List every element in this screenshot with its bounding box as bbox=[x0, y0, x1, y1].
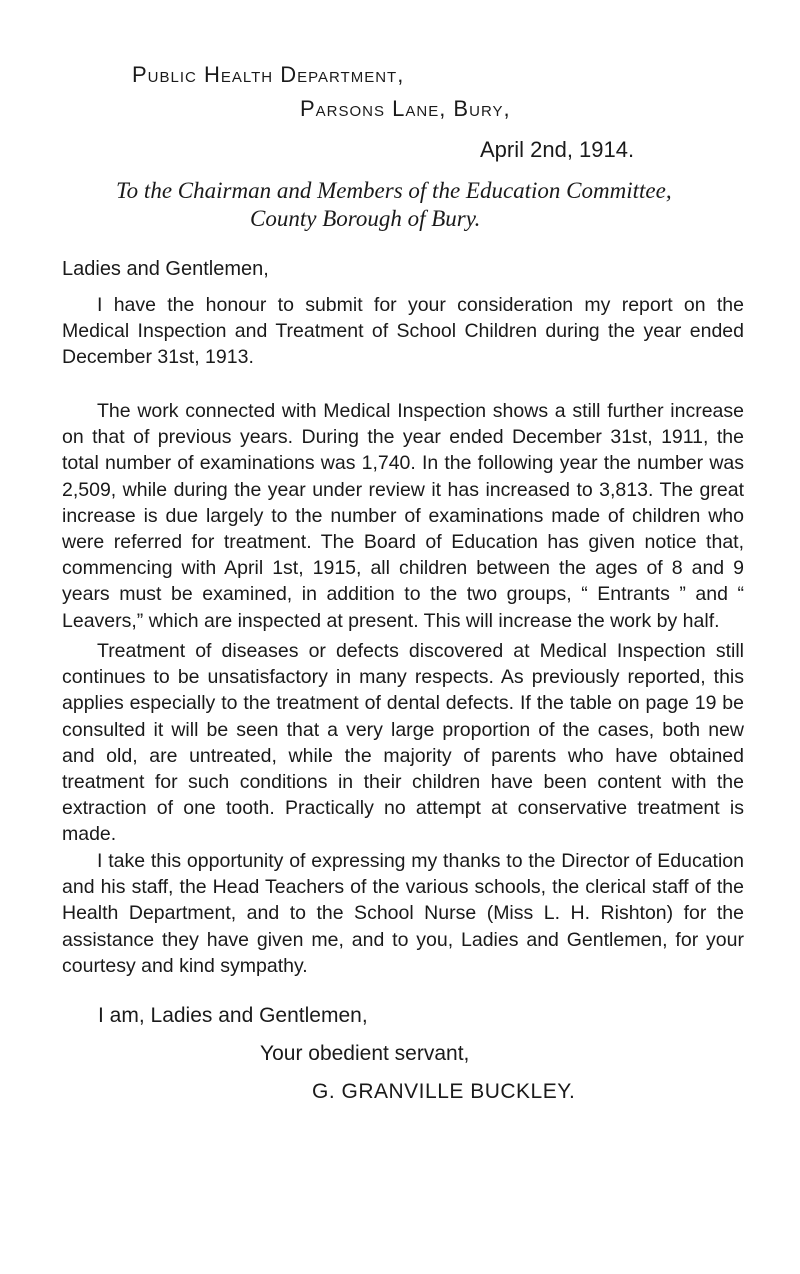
valediction: Your obedient servant, bbox=[260, 1042, 470, 1065]
paragraph-treatment: Treatment of diseases or defects discovered at Medical Inspection still continues to be unsatisfactory in many respects. As previously reported, this applies especially to the treatment of dental defects. If the table on page 19 be consulted it will be seen that a very large proportion of the cases, both new and old, are untreated, while the majority of parents who have obtained treatment for such conditions in their children have been content with the extraction of one tooth. Practically no attempt at conservative treatment is made. bbox=[62, 640, 744, 846]
signature: G. GRANVILLE BUCKLEY. bbox=[312, 1080, 576, 1103]
paragraph-report-intro: I have the honour to submit for your consideration my report on the Medical Inspection and Treatment of School Children during the year ended December 31st, 1913. bbox=[62, 294, 744, 369]
department-heading: Public Health Department, bbox=[132, 62, 405, 87]
paragraph-inspection-work: The work connected with Medical Inspection shows a still further increase on that of previous years. During the year ended December 31st, 1911, the total number of examinations was 1,740. In the following year the number was 2,509, while during the year under review it has increased to 3,813. The great increase is due largely to the number of examinations made of children who were referred for treatment. The Board of Education has given notice that, commencing with April 1st, 1915, all children between the ages of 8 and 9 years must be examined, in addition to the two groups, “ Entrants ” and “ Leavers,” which are inspected at present. This will increase the work by half. bbox=[62, 400, 744, 632]
addressee-line-1: To the Chairman and Members of the Education Committee, bbox=[116, 178, 672, 203]
paragraph-thanks: I take this opportunity of expressing my thanks to the Director of Education and his staff, the Head Teachers of the various schools, the clerical staff of the Health Department, and to the School Nurse (Miss L. H. Rishton) for the assistance they have given me, and to you, Ladies and Gentlemen, for your courtesy and kind sympathy. bbox=[62, 850, 744, 977]
addressee-line-2: County Borough of Bury. bbox=[250, 206, 481, 231]
salutation: Ladies and Gentlemen, bbox=[62, 258, 269, 280]
closing-line: I am, Ladies and Gentlemen, bbox=[98, 1004, 368, 1027]
letter-date: April 2nd, 1914. bbox=[480, 137, 635, 162]
address-line: Parsons Lane, Bury, bbox=[300, 96, 511, 121]
